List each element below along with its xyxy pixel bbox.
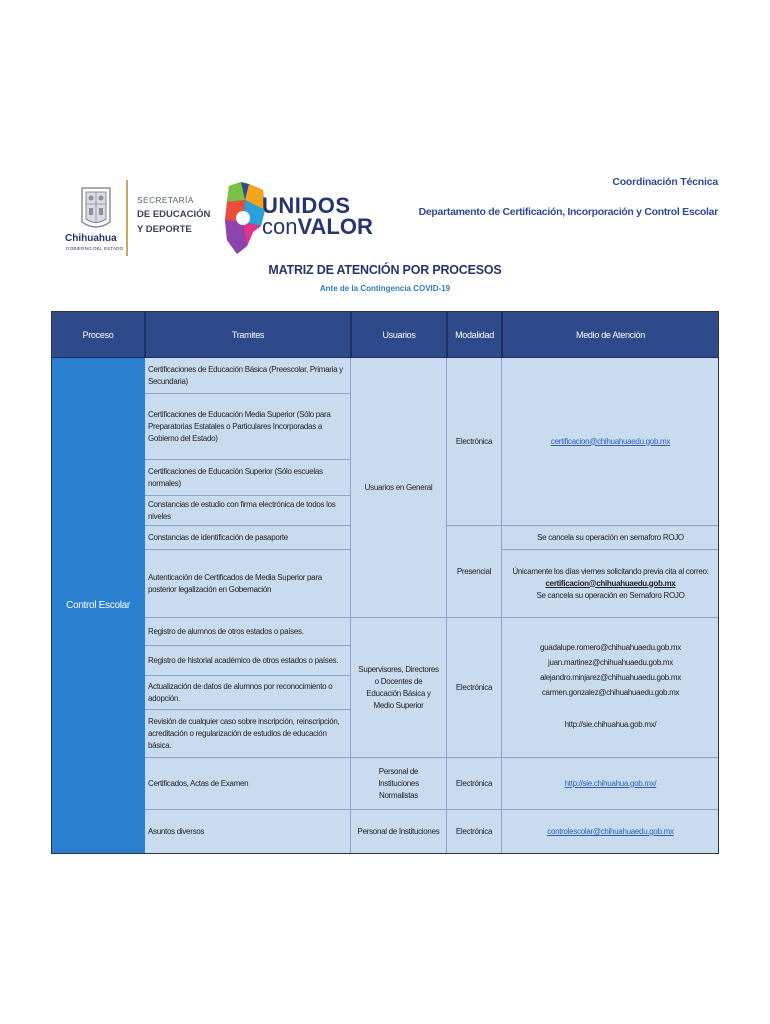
presencial-rojo-note: Se cancela su operación en Semaforo ROJO — [536, 590, 685, 600]
unidos-valor-text: VALOR — [297, 214, 373, 239]
tramite-row: Registro de historial académico de otros estados o países. — [145, 646, 351, 676]
tramite-row: Asuntos diversos — [145, 810, 351, 854]
header-modalidad: Modalidad — [447, 311, 502, 358]
sie-text: http://sie.chihuahua.gob.mx/ — [564, 720, 657, 729]
tramite-row: Actualización de datos de alumnos por reconocimiento o adopción. — [145, 676, 351, 710]
modalidad-cell: Presencial — [447, 526, 502, 618]
tramite-row: Certificados, Actas de Examen — [145, 758, 351, 810]
unidos-logo-line1: UNIDOS — [262, 193, 351, 218]
tramite-row: Certificaciones de Educación Básica (Preescolar, Primaria y Secundaria) — [145, 358, 351, 394]
modalidad-cell: Electrónica — [447, 810, 502, 854]
certificacion-email-link[interactable]: certificacion@chihuahuaedu.gob.mx — [550, 436, 671, 446]
medio-cell — [502, 550, 719, 618]
header-proceso: Proceso — [51, 311, 145, 358]
unidos-con-text: con — [262, 214, 298, 239]
proceso-cell: Control Escolar — [51, 358, 145, 854]
presencial-email[interactable]: certificacion@chihuahuaedu.gob.mx — [545, 578, 676, 588]
logo-divider — [126, 180, 128, 256]
page-title: MATRIZ DE ATENCIÓN POR PROCESOS — [268, 263, 502, 277]
control-escolar-email-link[interactable]: controlescolar@chihuahuaedu.gob.mx — [547, 827, 674, 836]
header-medio: Medio de Atención — [502, 311, 719, 358]
medio-cell — [502, 618, 719, 758]
tramite-row: Constancias de estudio con firma electrónica de todos los niveles — [145, 496, 351, 526]
header-tramites: Tramites — [145, 311, 351, 358]
medio-cell: Se cancela su operación en semaforo ROJO — [502, 526, 719, 550]
unidos-logo-line2 — [262, 214, 373, 240]
contact-email[interactable]: alejandro.minjarez@chihuahuaedu.gob.mx — [540, 673, 681, 682]
contact-email[interactable]: carmen.gonzalez@chihuahuaedu.gob.mx — [541, 688, 680, 697]
medio-cell — [502, 810, 719, 854]
usuarios-cell: Personal de Instituciones — [351, 810, 447, 854]
gobierno-estado-text: GOBIERNO DEL ESTADO — [66, 246, 124, 251]
tramite-row: Certificaciones de Educación Media Superior (Sólo para Preparatorias Estatales o Particulares Incorporadas a Gobierno del Estado) — [145, 394, 351, 460]
medio-cell — [502, 758, 719, 810]
chihuahua-logo-text: Chihuahua — [65, 233, 117, 244]
modalidad-cell: Electrónica — [447, 758, 502, 810]
modalidad-cell: Electrónica — [447, 358, 502, 526]
tramite-row: Autenticación de Certificados de Media Superior para posterior legalización en Gobernación — [145, 550, 351, 618]
modalidad-cell: Electrónica — [447, 618, 502, 758]
usuarios-cell: Usuarios en General — [351, 358, 447, 618]
medio-cell — [502, 358, 719, 526]
presencial-note: Únicamente los días viernes solicitando previa cita al correo: — [512, 566, 709, 576]
sie-link[interactable]: http://sie.chihuahua.gob.mx/ — [564, 778, 657, 788]
secretaria-line2: DE EDUCACIÓN — [137, 209, 211, 220]
header-usuarios: Usuarios — [351, 311, 447, 358]
secretaria-line3: Y DEPORTE — [137, 224, 192, 235]
page-subtitle: Ante de la Contingencia COVID-19 — [319, 284, 451, 293]
tramite-row: Revisión de cualquier caso sobre inscripción, reinscripción, acreditación o regularización de estudios de educación básica. — [145, 710, 351, 758]
usuarios-cell: Personal de Instituciones Normalistas — [351, 758, 447, 810]
departamento-label: Departamento de Certificación, Incorporación y Control Escolar — [418, 206, 718, 218]
chihuahua-map-icon — [223, 180, 267, 258]
contact-email[interactable]: guadalupe.romero@chihuahuaedu.gob.mx — [540, 643, 681, 652]
secretaria-line1: SECRETARÍA — [137, 195, 194, 205]
tramite-row: Certificaciones de Educación Superior (Sólo escuelas normales) — [145, 460, 351, 496]
coordinacion-label: Coordinación Técnica — [612, 176, 718, 188]
tramite-row: Constancias de identificación de pasaporte — [145, 526, 351, 550]
tramite-row: Registro de alumnos de otros estados o países. — [145, 618, 351, 646]
contact-email[interactable]: juan.martinez@chihuahuaedu.gob.mx — [548, 658, 673, 667]
usuarios-cell: Supervisores, Directores o Docentes de Educación Básica y Medio Superior — [351, 618, 447, 758]
